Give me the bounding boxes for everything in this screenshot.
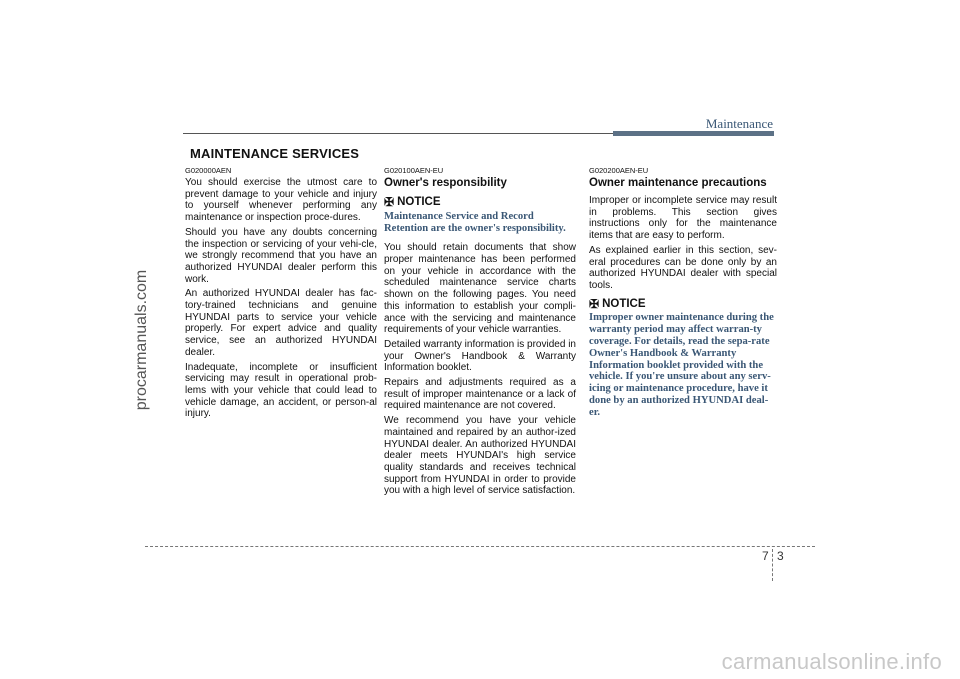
paragraph: An authorized HYUNDAI dealer has fac-tory-trained technicians and genuine HYUNDAI parts to service your vehicle properly. For expert advice and quality service, see an authorized HYUNDAI dealer. bbox=[185, 288, 377, 358]
cross-star-icon: ✠ bbox=[384, 195, 395, 209]
subsection-heading: Owner maintenance precautions bbox=[589, 177, 767, 189]
header-rule bbox=[183, 133, 613, 134]
notice-text: Improper owner maintenance during the warranty period may affect warran-ty coverage. For details, read the sepa-rate Owner's Handbook & Warranty Information booklet provided with the vehicle. If you're unsure about any serv-icing or maintenance procedure, have it done by an authorized HYUNDAI deal-er. bbox=[589, 312, 774, 418]
paragraph: Inadequate, incomplete or insufficient servicing may result in operational prob-lems with your vehicle that could lead to vehicle damage, an accident, or person-al injury. bbox=[185, 361, 377, 420]
section-code: G020200AEN-EU bbox=[589, 166, 649, 175]
watermark-left: procarmanuals.com bbox=[133, 269, 150, 411]
paragraph: We recommend you have your vehicle maintained and repaired by an author-ized HYUNDAI dealer. An authorized HYUNDAI dealer meets HYUNDAI's high service quality standards and receives technical support from HYUNDAI in order to provide you with a high level of service satisfaction. bbox=[384, 415, 576, 497]
header-title: Maintenance bbox=[705, 116, 773, 131]
notice-text: Maintenance Service and Record Retention are the owner's responsibility. bbox=[384, 210, 566, 234]
paragraph: You should retain documents that show proper maintenance has been performed on your vehicle in accordance with the scheduled maintenance service charts shown on the following pages. You need this information to establish your compli-ance with the servicing and maintenance requirements of your vehicle warranties. bbox=[384, 242, 576, 336]
subsection-heading: Owner's responsibility bbox=[384, 177, 507, 189]
section-code: G020100AEN-EU bbox=[384, 166, 444, 175]
paragraph: As explained earlier in this section, sev-eral procedures can be done only by an authorized HYUNDAI dealer with special tools. bbox=[589, 244, 777, 291]
header-bar bbox=[613, 131, 774, 136]
column-owners-responsibility bbox=[384, 166, 576, 500]
section-code: G020000AEN bbox=[185, 166, 232, 175]
watermark-bottom: carmanualsonline.info bbox=[721, 649, 942, 674]
section-heading: MAINTENANCE SERVICES bbox=[190, 146, 360, 161]
paragraph: Should you have any doubts concerning the inspection or servicing of your vehi-cle, we strongly recommend that you have an authorized HYUNDAI dealer perform this work. bbox=[185, 226, 377, 285]
footer-rule bbox=[145, 546, 815, 547]
paragraph: Improper or incomplete service may result in problems. This section gives instructions only for the maintenance items that are easy to perform. bbox=[589, 195, 777, 242]
chapter-number: 7 bbox=[762, 549, 769, 563]
notice-label: NOTICE bbox=[602, 297, 646, 310]
notice-label: NOTICE bbox=[397, 196, 441, 208]
paragraph: Detailed warranty information is provided in your Owner's Handbook & Warranty Information booklet. bbox=[384, 338, 576, 374]
column-owner-precautions bbox=[589, 166, 777, 427]
cross-star-icon: ✠ bbox=[589, 296, 600, 311]
notice-title bbox=[384, 197, 576, 209]
notice-title bbox=[589, 296, 777, 311]
column-general bbox=[185, 166, 377, 423]
paragraph: Repairs and adjustments required as a result of improper maintenance or a lack of required maintenance are not covered. bbox=[384, 377, 576, 412]
page-number: 3 bbox=[777, 549, 784, 563]
page-number-divider bbox=[772, 549, 773, 581]
paragraph: You should exercise the utmost care to prevent damage to your vehicle and injury to yourself whenever performing any maintenance or inspection proce-dures. bbox=[185, 177, 377, 224]
